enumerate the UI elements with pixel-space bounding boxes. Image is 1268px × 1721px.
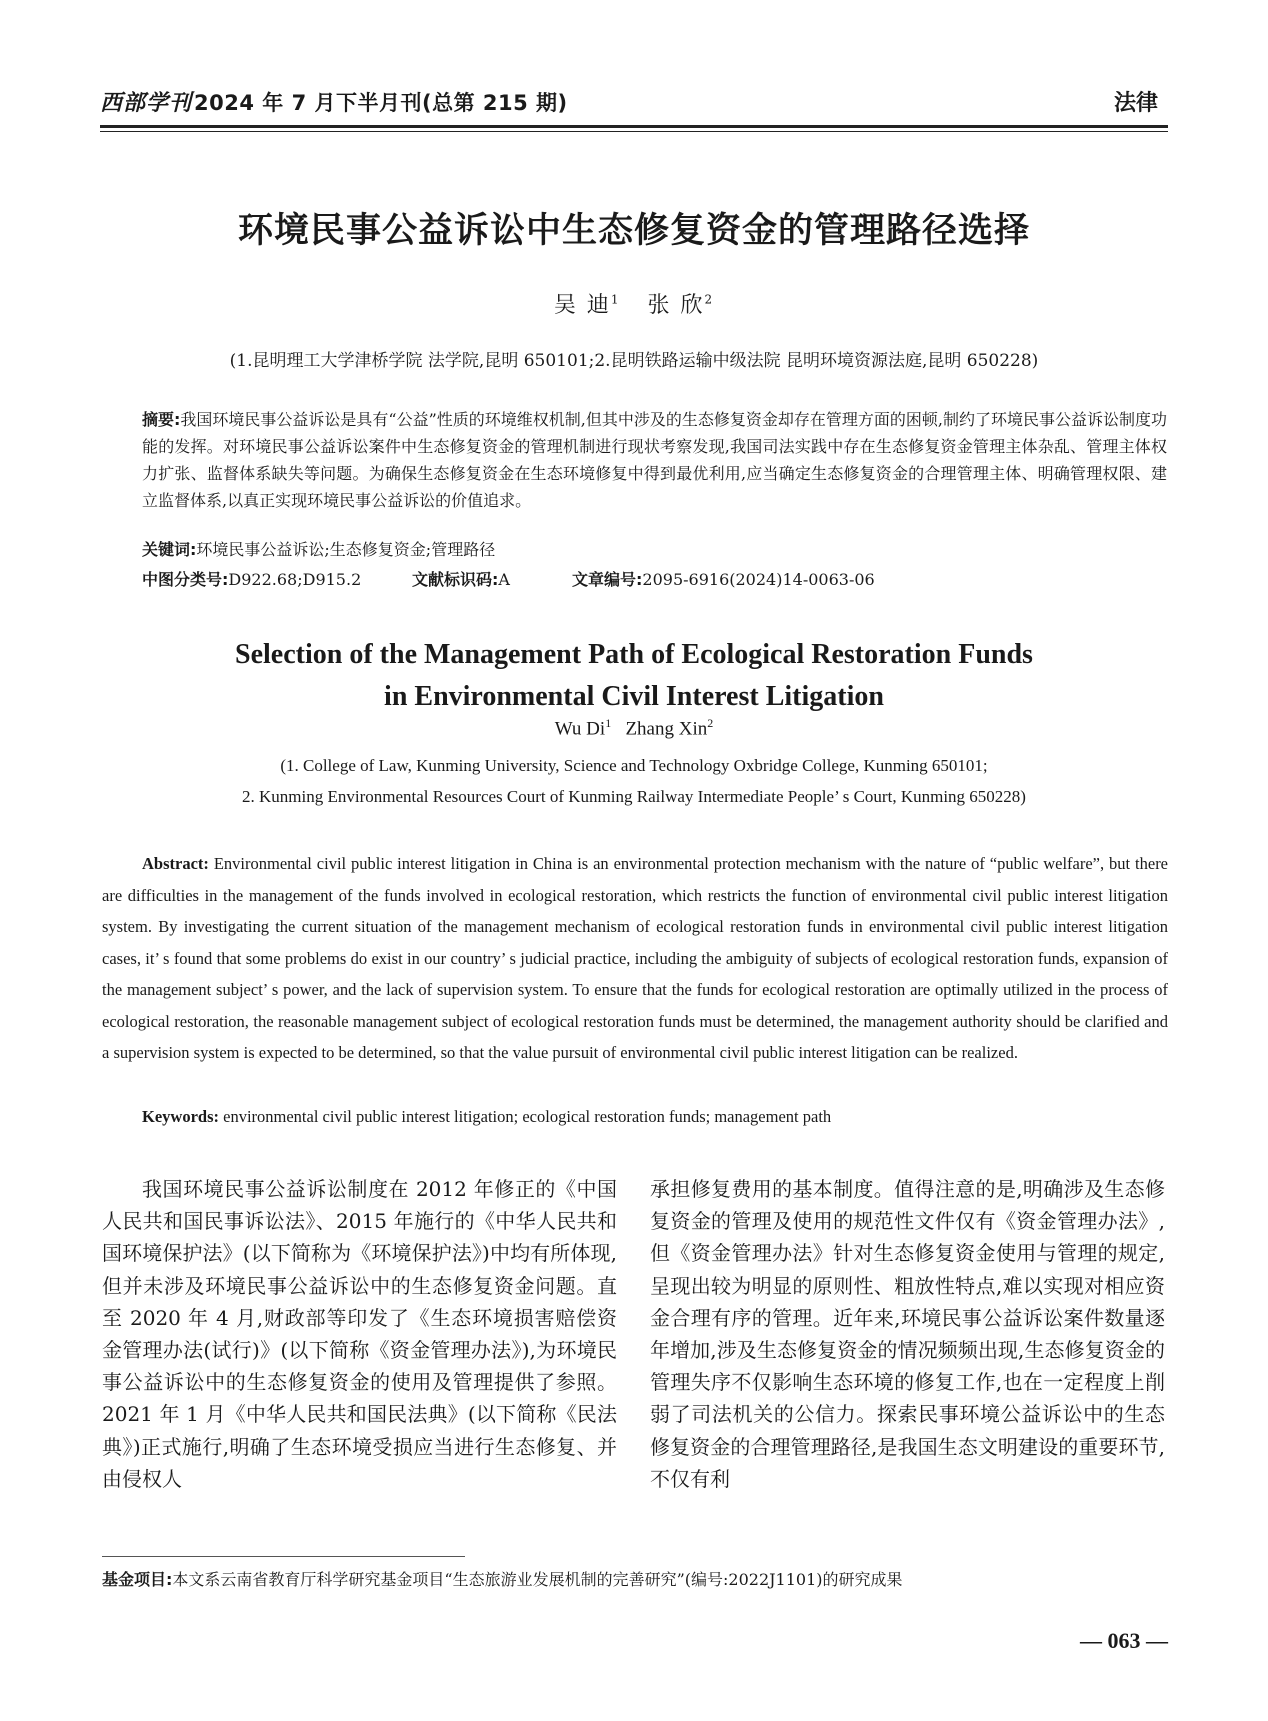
author-2-english: Zhang Xin (625, 718, 708, 740)
authors-chinese (0, 288, 1268, 319)
abstract-chinese-text: 我国环境民事公益诉讼是具有“公益”性质的环境维权机制,但其中涉及的生态修复资金却存在管理方面的困顿,制约了环境民事公益诉讼制度功能的发挥。对环境民事公益诉讼案件中生态修复资金的管理机制进行现状考察发现,我国司法实践中存在生态修复资金管理主体杂乱、管理主体权力扩张、监督体系缺失等问题。为确保生态修复资金在生态环境修复中得到最优利用,应当确定生态修复资金的合理管理主体、明确管理权限、建立监督体系,以真正实现环境民事公益诉讼的价值追求。 (142, 410, 1167, 510)
title-english-line-1: Selection of the Management Path of Ecological Restoration Funds (235, 639, 1033, 670)
keywords-english-text: environmental civil public interest litigation; ecological restoration funds; management path (223, 1107, 832, 1126)
author-1-english-mark: 1 (605, 716, 612, 730)
article-number-value: 2095-6916(2024)14-0063-06 (642, 570, 875, 589)
page-number: — 063 — (1080, 1628, 1168, 1653)
author-1: 吴 迪 (553, 293, 611, 318)
footnote-rule (102, 1556, 465, 1557)
authors-english (0, 716, 1268, 740)
title-english (0, 634, 1268, 718)
keywords-chinese-label: 关键词: (142, 540, 197, 559)
document-code-value: A (498, 570, 510, 589)
abstract-english-text: Environmental civil public interest litigation in China is an environmental protection mechanism with the nature of “public welfare”, but there are difficulties in the management of the funds involved in ecological restoration, which restricts the function of environmental civil public interest litigation system. By investigating the current situation of the management mechanism of ecological restoration funds in environmental civil public interest litigation cases, it’ s found that some problems do exist in our country’ s judicial practice, including the ambiguity of subjects of ecological restoration funds, expansion of the management subject’ s power, and the lack of supervision system. To ensure that the funds for ecological restoration are optimally utilized in the process of ecological restoration, the reasonable management subject of ecological restoration funds must be determined, the management authority should be clarified and a supervision system is expected to be determined, so that the value pursuit of environmental civil public interest litigation can be realized. (102, 854, 1169, 1062)
abstract-english-label: Abstract: (142, 854, 209, 873)
affiliation-chinese: (1.昆明理工大学津桥学院 法学院,昆明 650101;2.昆明铁路运输中级法院 昆明环境资源法庭,昆明 650228) (229, 351, 1039, 371)
body-column-right: 承担修复费用的基本制度。值得注意的是,明确涉及生态修复资金的管理及使用的规范性文件仅有《资金管理办法》,但《资金管理办法》针对生态修复资金使用与管理的规定,呈现出较为明显的原则性、粗放性特点,难以实现对相应资金合理有序的管理。近年来,环境民事公益诉讼案件数量逐年增加,涉及生态修复资金的情况频频出现,生态修复资金的管理失序不仅影响生态环境的修复工作,也在一定程度上削弱了司法机关的公信力。探索民事环境公益诉讼中的生态修复资金的合理管理路径,是我国生态文明建设的重要环节,不仅有利 (650, 1177, 1165, 1491)
keywords-chinese (142, 537, 495, 560)
keywords-chinese-text: 环境民事公益诉讼;生态修复资金;管理路径 (196, 540, 496, 559)
classification-row (142, 567, 1167, 590)
header-rule-thin (100, 131, 1168, 132)
keywords-english (142, 1107, 831, 1127)
document-code-label: 文献标识码: (412, 570, 499, 589)
issue-info: 2024 年 7 月下半月刊(总第 215 期) (194, 91, 568, 115)
document-code (412, 567, 572, 590)
affiliation-english-line-2: 2. Kunming Environmental Resources Court of Kunming Railway Intermediate People’ s Court, Kunming 650228) (242, 787, 1026, 806)
author-2-mark: 2 (704, 292, 715, 307)
author-1-mark: 1 (610, 292, 621, 307)
abstract-chinese (142, 406, 1167, 514)
clc-value: D922.68;D915.2 (228, 570, 362, 589)
title-english-line-2: in Environmental Civil Interest Litigation (384, 681, 884, 712)
clc-number (142, 567, 412, 590)
header-rule (100, 125, 1168, 128)
author-2: 张 欣 (647, 293, 705, 318)
article-number-label: 文章编号: (572, 570, 643, 589)
article-number (572, 567, 875, 590)
clc-label: 中图分类号: (142, 570, 229, 589)
journal-header (100, 86, 568, 117)
funding-note (102, 1567, 903, 1590)
abstract-chinese-label: 摘要: (142, 410, 181, 429)
section-label: 法律 (1113, 91, 1158, 116)
title-chinese: 环境民事公益诉讼中生态修复资金的管理路径选择 (237, 211, 1030, 251)
abstract-english (102, 848, 1168, 1069)
affiliation-english-line-1: (1. College of Law, Kunming University, Science and Technology Oxbridge College, Kunming 650101; (280, 756, 988, 775)
journal-logo: 西部学刊 (100, 91, 193, 116)
author-2-english-mark: 2 (707, 716, 714, 730)
funding-label: 基金项目: (102, 1570, 173, 1589)
keywords-english-label: Keywords: (142, 1107, 219, 1126)
funding-text: 本文系云南省教育厅科学研究基金项目“生态旅游业发展机制的完善研究”(编号:2022J1101)的研究成果 (172, 1570, 903, 1589)
body-column-left: 我国环境民事公益诉讼制度在 2012 年修正的《中国人民共和国民事诉讼法》、2015 年施行的《中华人民共和国环境保护法》(以下简称为《环境保护法》)中均有所体现,但并未涉及环境民事公益诉讼中的生态修复资金问题。直至 2020 年 4 月,财政部等印发了《生态环境损害赔偿资金管理办法(试行)》(以下简称《资金管理办法》),为环境民事公益诉讼中的生态修复资金的使用及管理提供了参照。2021 年 1 月《中华人民共和国民法典》(以下简称《民法典》)正式施行,明确了生态环境受损应当进行生态修复、并由侵权人 (102, 1177, 617, 1491)
author-1-english: Wu Di (554, 718, 606, 740)
